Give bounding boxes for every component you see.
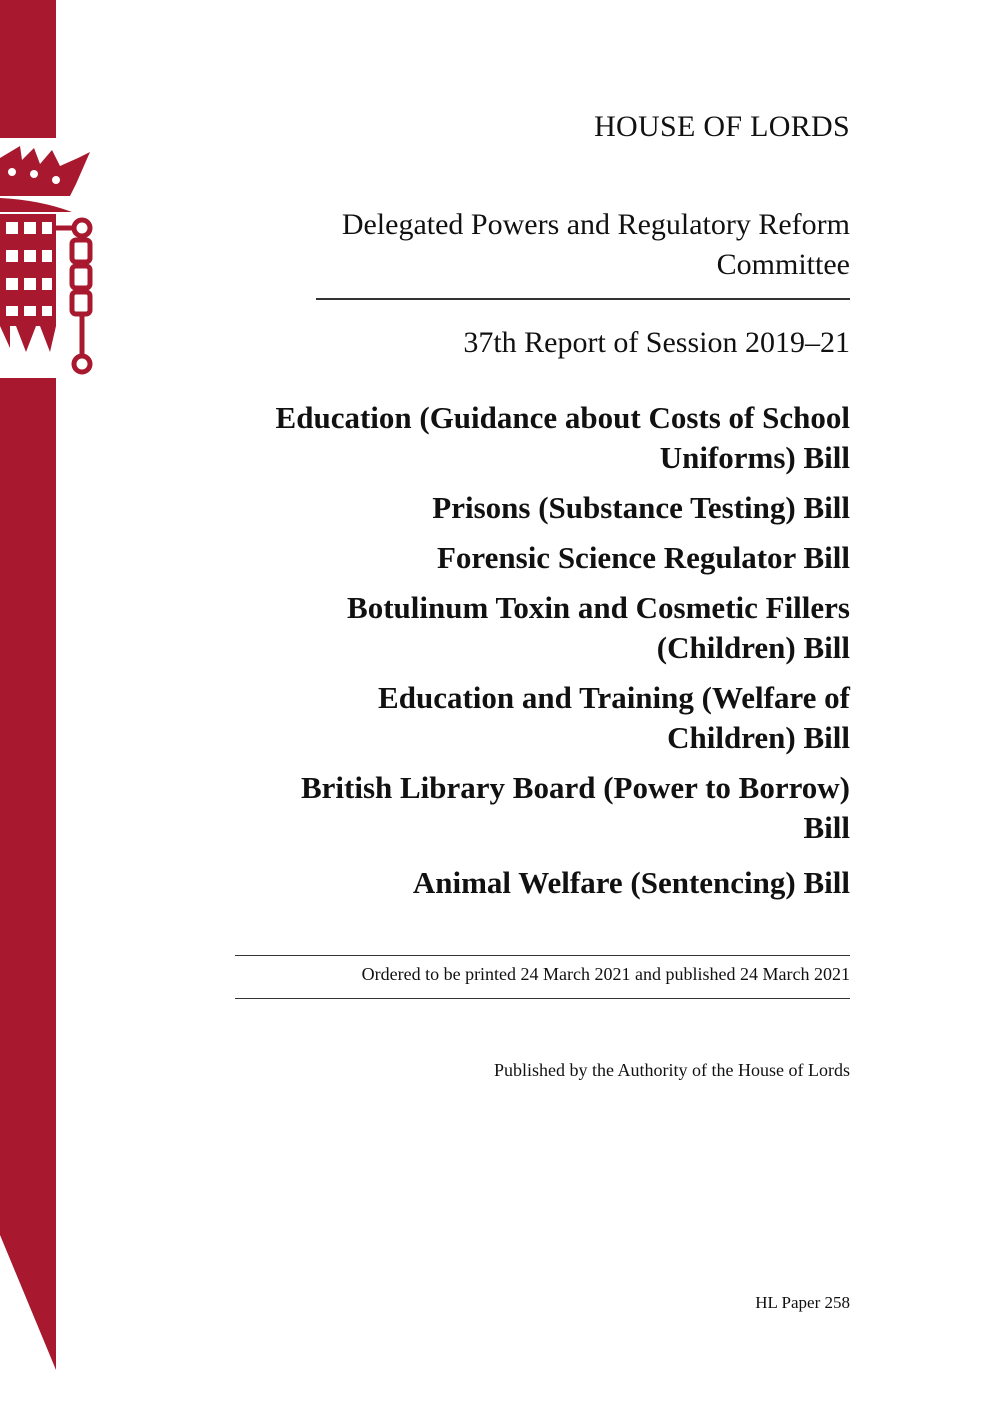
bill-title-line: Children) Bill (667, 720, 850, 755)
bill-title-line: Education (Guidance about Costs of School (275, 400, 850, 435)
bill-title (276, 863, 850, 903)
committee-name (342, 205, 850, 285)
bill-title-line: Forensic Science Regulator Bill (437, 540, 850, 575)
bill-title (276, 678, 850, 758)
bill-title-line: Bill (803, 810, 850, 845)
bill-title (276, 398, 850, 478)
divider (316, 298, 850, 300)
bill-title (276, 588, 850, 668)
bill-title (276, 768, 850, 848)
committee-name-line1: Delegated Powers and Regulatory Reform (341, 208, 850, 241)
bill-title (276, 538, 850, 578)
bill-title-line: Prisons (Substance Testing) Bill (432, 490, 850, 525)
bill-title-line: Education and Training (Welfare of (378, 680, 850, 715)
bill-title-line: Botulinum Toxin and Cosmetic Fillers (347, 590, 850, 625)
committee-name-line2: Committee (716, 248, 850, 281)
house-title: HOUSE OF LORDS (594, 110, 850, 143)
bill-title-line: (Children) Bill (656, 630, 850, 665)
divider (235, 955, 850, 956)
paper-number: HL Paper 258 (755, 1293, 850, 1312)
bill-list (276, 398, 850, 913)
bill-title-line: Uniforms) Bill (659, 440, 850, 475)
bill-title-line: Animal Welfare (Sentencing) Bill (412, 865, 850, 900)
bill-title-line: British Library Board (Power to Borrow) (300, 770, 850, 805)
divider (235, 998, 850, 999)
bill-title (276, 488, 850, 528)
publisher-note: Published by the Authority of the House of Lords (494, 1060, 850, 1080)
session-label: 37th Report of Session 2019–21 (463, 326, 850, 359)
portcullis-icon (0, 138, 100, 378)
print-date-note: Ordered to be printed 24 March 2021 and published 24 March 2021 (361, 964, 850, 984)
